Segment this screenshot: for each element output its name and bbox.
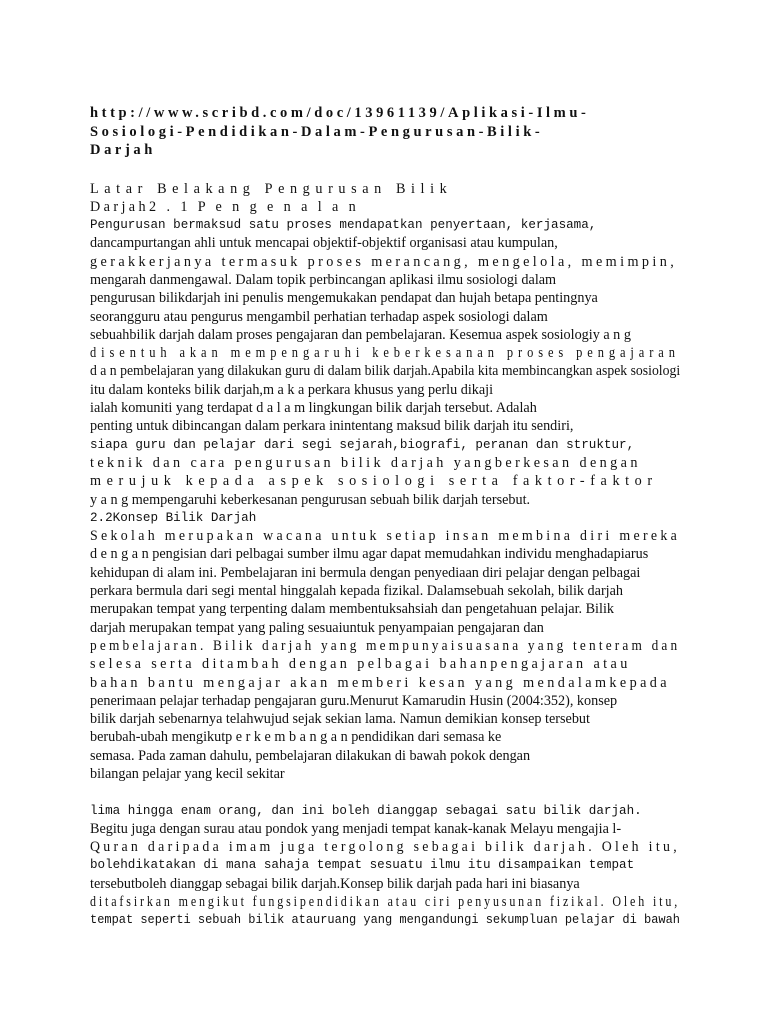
text-line: Sekolah merupakan wacana untuk setiap insan membina diri mereka [90, 528, 681, 545]
text-line: penerimaan pelajar terhadap pengajaran guru.Menurut Kamarudin Husin (2004:352), konsep [90, 692, 618, 709]
section-heading: Latar Belakang Pengurusan Bilik [90, 180, 453, 197]
text-line: pembelajaran. Bilik darjah yang mempunyaisuasana yang tenteram dan [90, 637, 681, 654]
text-line: ialah komuniti yang terdapat d a l a m lingkungan bilik darjah tersebut. Adalah [90, 400, 537, 417]
body-text [90, 180, 680, 930]
text-line: darjah merupakan tempat yang paling sesuaiuntuk penyampaian pengajaran dan [90, 619, 544, 636]
text-line: merupakan tempat yang terpenting dalam membentuksahsiah dan pengetahuan pelajar. Bilik [90, 601, 614, 618]
text-line: siapa guru dan pelajar dari segi sejarah,biografi, peranan dan struktur, [90, 437, 635, 452]
text-line: bahan bantu mengajar akan memberi kesan yang mendalamkepada [90, 674, 670, 691]
text-line: mengarah danmengawal. Dalam topik perbincangan aplikasi ilmu sosiologi dalam [90, 271, 557, 288]
text-line: lima hingga enam orang, dan ini boleh dianggap sebagai satu bilik darjah. [90, 803, 642, 818]
url-line[interactable]: Darjah [90, 142, 156, 158]
text-line: pengurusan bilikdarjah ini penulis mengemukakan pendapat dan hujah betapa pentingnya [90, 290, 598, 307]
text-line: d e n g a n pengisian dari pelbagai sumber ilmu agar dapat memudahkan individu menghadapiarus [90, 546, 649, 563]
text-line: sebuahbilik darjah dalam proses pengajaran dan pembelajaran. Kesemua aspek sosiologiy a n g [90, 326, 631, 343]
text-line: ditafsirkan mengikut fungsipendidikan atau ciri penyusunan fizikal. Oleh itu, [90, 894, 681, 911]
text-line: Quran daripada imam juga tergolong sebagai bilik darjah. Oleh itu, [90, 839, 680, 856]
text-line: teknik dan cara pengurusan bilik darjah yangberkesan dengan [90, 454, 641, 471]
text-line: dancampurtangan ahli untuk mencapai objektif-objektif organisasi atau kumpulan, [90, 235, 558, 252]
text-line: d a n pembelajaran yang dilakukan guru di dalam bilik darjah.Apabila kita membincangkan aspek sosiologi [90, 363, 681, 380]
url-line[interactable]: http://www.scribd.com/doc/13961139/Aplikasi-Ilmu- [90, 105, 590, 121]
section-heading: 2.2Konsep Bilik Darjah [90, 510, 257, 525]
subsection-heading: Darjah2 . 1 P e n g e n a l a n [90, 198, 360, 215]
source-url[interactable] [90, 104, 680, 160]
text-line: selesa serta ditambah dengan pelbagai bahanpengajaran atau [90, 656, 631, 673]
text-line: bilik darjah sebenarnya telahwujud sejak sekian lama. Namun demikian konsep tersebut [90, 711, 590, 728]
text-line: berubah-ubah mengikutp e r k e m b a n g a n pendidikan dari semasa ke [90, 729, 502, 746]
text-line: bolehdikatakan di mana sahaja tempat sesuatu ilmu itu disampaikan tempat [90, 858, 635, 873]
text-line: y a n g mempengaruhi keberkesanan pengurusan sebuah bilik darjah tersebut. [90, 491, 531, 508]
text-line: disentuh akan mempengaruhi keberkesanan proses pengajaran [90, 345, 680, 362]
text-line: bilangan pelajar yang kecil sekitar [90, 766, 285, 782]
text-line: kehidupan di alam ini. Pembelajaran ini bermula dengan penyediaan diri pelajar dengan pelbagai [90, 564, 641, 581]
text-line: perkara bermula dari segi mental hinggalah kepada fizikal. Dalamsebuah sekolah, bilik darjah [90, 583, 624, 600]
text-line: tempat seperti sebuah bilik atauruang yang mengandungi sekumpluan pelajar di bawah [90, 913, 680, 928]
url-line[interactable]: Sosiologi-Pendidikan-Dalam-Pengurusan-Bilik- [90, 123, 544, 140]
blank-line [90, 783, 680, 801]
text-line: merujuk kepada aspek sosiologi serta faktor-faktor [90, 473, 658, 490]
text-line: tersebutboleh dianggap sebagai bilik darjah.Konsep bilik darjah pada hari ini biasanya [90, 875, 580, 892]
text-line: Pengurusan bermaksud satu proses mendapatkan penyertaan, kerjasama, [90, 218, 597, 233]
text-line: penting untuk dibincangan dalam perkara inintentang maksud bilik darjah itu sendiri, [90, 418, 574, 435]
text-line: itu dalam konteks bilik darjah,m a k a perkara khusus yang perlu dikaji [90, 381, 494, 398]
text-line: gerakkerjanya termasuk proses merancang, mengelola, memimpin, [90, 253, 678, 270]
document-page [90, 104, 680, 930]
text-line: semasa. Pada zaman dahulu, pembelajaran dilakukan di bawah pokok dengan [90, 747, 531, 764]
text-line: seorangguru atau pengurus mengambil perhatian terhadap aspek sosiologi dalam [90, 308, 548, 325]
text-line: Begitu juga dengan surau atau pondok yang menjadi tempat kanak-kanak Melayu mengajia l- [90, 820, 622, 837]
